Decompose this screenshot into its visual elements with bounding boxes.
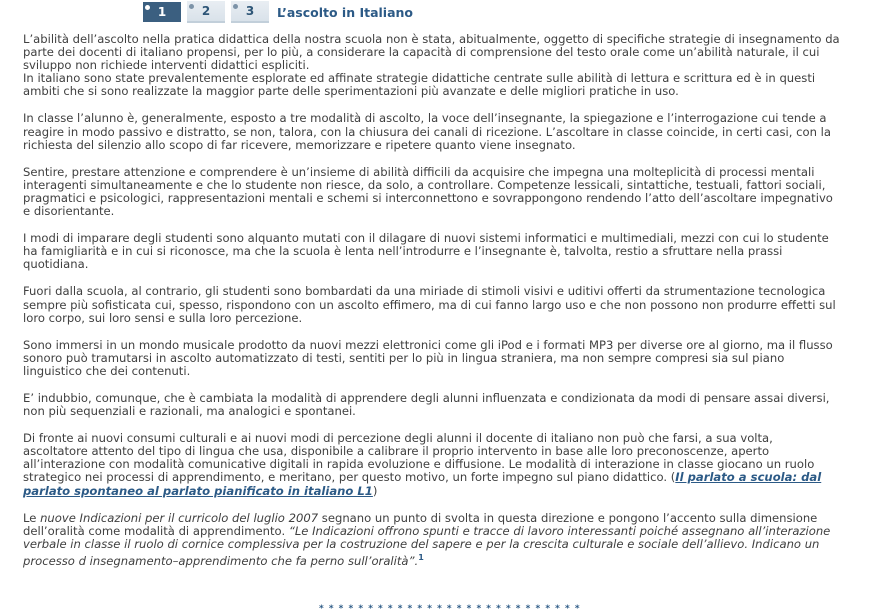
tab-3[interactable] [231, 1, 269, 23]
paragraph: In classe l’alunno è, generalmente, esposto a tre modalità di ascolto, la voce dell’insegnante, la spiegazione e l’interrogazione cui tende a reagire in modo passivo e distratto, se non, talora, con la chiusura dei canali di ricezione. L’ascoltare in classe coincide, in certi casi, con la richiesta del silenzio allo scopo di far ricevere, memorizzare e ripetere quanto viene insegnato. [23, 111, 831, 152]
tab-3-label: 3 [245, 4, 255, 18]
tab-2-label: 2 [201, 4, 211, 18]
paragraph: E’ indubbio, comunque, che è cambiata la modalità di apprendere degli alunni influenzata e condizionata da modi di pensare assai diversi, non più sequenziali e razionali, ma analogici e spontanei. [23, 390, 830, 419]
bullet-icon [145, 5, 150, 10]
paragraph [23, 432, 841, 497]
bullet-icon [189, 4, 194, 9]
paragraph: Sono immersi in un mondo musicale prodotto da nuovi mezzi elettronici come gli iPod e i formati MP3 per diverse ore al giorno, ma il flusso sonoro può tramutarsi in ascolto automatizzato di testi, sentiti per lo più in lingua straniera, ma non sempre compresi sia sul piano linguistico che dei contenuti. [23, 337, 833, 378]
quotation: “Le Indicazioni offrono spunti e tracce di lavoro interessanti poiché assegnano all’interazione verbale in classe il ruolo di cornice complessiva per la costruzione del sapere e per la crescita culturale e sociale dell’allievo. Indicano un processo d insegnamento–apprendimento che fa perno sull’oralità”. [23, 523, 831, 568]
tab-1[interactable] [143, 2, 181, 22]
section-title: L’ascolto in Italiano [277, 4, 413, 20]
footer-divider: * * * * * * * * * * * * * * * * * * * * * * * * * * * [319, 604, 581, 614]
article-body [23, 33, 841, 582]
paragraph: L’abilità dell’ascolto nella pratica didattica della nostra scuola non è stata, abitualmente, oggetto di specifiche strategie di insegnamento da parte dei docenti di italiano propensi, per lo più, a considerare la capacità di comprensione del testo orale come un’abilità naturale, il cui sviluppo non richiede interventi didattici espliciti. [23, 32, 840, 73]
tab-2[interactable] [187, 1, 225, 23]
paragraph: I modi di imparare degli studenti sono alquanto mutati con il dilagare di nuovi sistemi informatici e multimediali, mezzi con cui lo studente ha famigliarità e in cui si riconosce, ma che la scuola è lenta nell’introdurre e l’insegnante è, talvolta, restio a sfruttare nella prassi quotidiana. [23, 231, 829, 272]
tab-1-label: 1 [157, 5, 167, 19]
paragraph-text: Di fronte ai nuovi consumi culturali e ai nuovi modi di percezione degli alunni il docente di italiano non può che farsi, a sua volta, ascoltatore attento del tipo di lingua che usa, disponibile a calibrare il proprio intervento in base alle loro preconoscenze, aperto all’interazione con modalità comunicative digitali in rapida evoluzione e diffusione. Le modalità di interazione in classe giocano un ruolo strategico nei processi di apprendimento, e meritano, per questo motivo, un forte impegno sul piano didattico. ( [23, 431, 815, 485]
paragraph-text: segnano un punto di svolta in questa direzione e pongono l’accento sulla dimensione dell’oralità come modalità di apprendimento. [23, 510, 818, 538]
paragraph-text: Le [23, 510, 41, 525]
paragraph-text: ) [372, 483, 378, 498]
paragraph: Sentire, prestare attenzione e comprendere è un’insieme di abilità difficili da acquisire che impegna una molteplicità di processi mentali interagenti simultaneamente e che lo studente non riesce, da solo, a controllare. Competenze lessicali, sintattiche, testuali, fattori sociali, pragmatici e psicologici, rappresentazioni mentali e schemi si interconnettono e sovrappongono rendendo l’atto dell’ascoltare impegnativo e disorientante. [23, 164, 833, 219]
reference-link[interactable]: Il parlato a scuola: dal parlato spontaneo al parlato pianificato in italiano L1 [23, 470, 822, 498]
bullet-icon [233, 4, 238, 9]
paragraph: In italiano sono state prevalentemente esplorate ed affinate strategie didattiche centrate sulle abilità di lettura e scrittura ed è in questi ambiti che si sono realizzate la maggior parte delle sperimentazioni più avanzate e delle migliori pratiche in uso. [23, 71, 816, 99]
page-tabs [143, 0, 413, 24]
emphasis-text: nuove Indicazioni per il curricolo del luglio 2007 [40, 510, 319, 525]
footnote-marker[interactable]: 1 [418, 552, 424, 562]
paragraph [23, 512, 841, 568]
paragraph: Fuori dalla scuola, al contrario, gli studenti sono bombardati da una miriade di stimoli visivi e uditivi offerti da strumentazione tecnologica sempre più sofisticata cui, spesso, rispondono con un ascolto effimero, ma di cui fanno largo uso e che non possono non produrre effetti sul loro corpo, sui loro sensi e sulla loro percezione. [23, 284, 836, 325]
